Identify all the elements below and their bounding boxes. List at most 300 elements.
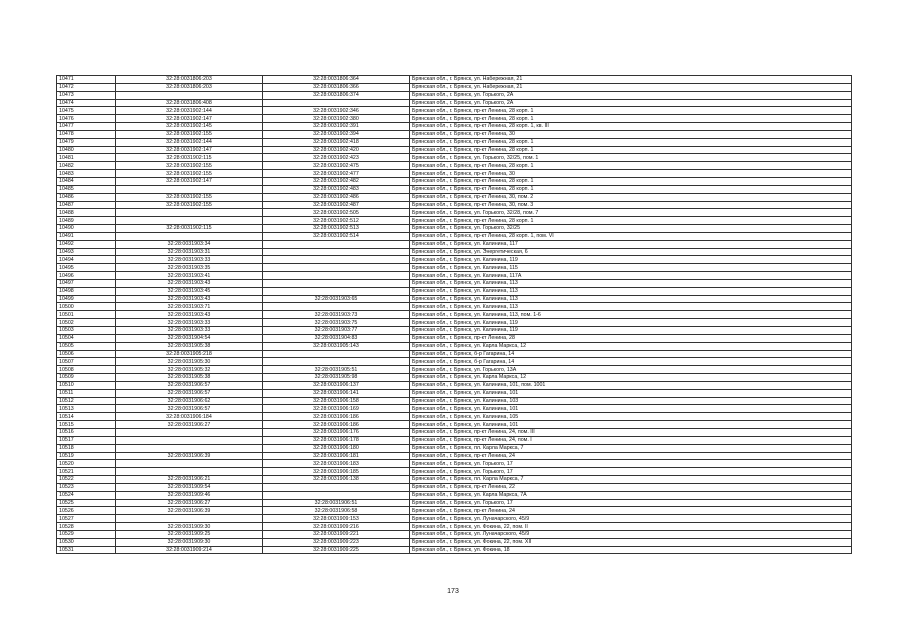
parcel-cadastral-number-cell: 32:28:0031906:57 — [116, 405, 263, 413]
parcel-cadastral-number-cell: 32:28:0031906:27 — [116, 499, 263, 507]
row-number-cell: 10475 — [57, 107, 116, 115]
object-cadastral-number-cell: 32:28:0031909:221 — [263, 530, 410, 538]
row-number-cell: 10484 — [57, 177, 116, 185]
row-number-cell: 10479 — [57, 138, 116, 146]
address-cell: Брянская обл., г. Брянск, ул. Луначарского, 45/9 — [410, 515, 852, 523]
table-row — [57, 499, 852, 507]
parcel-cadastral-number-cell — [116, 209, 263, 217]
table-row — [57, 99, 852, 107]
row-number-cell: 10522 — [57, 476, 116, 484]
table-row — [57, 319, 852, 327]
row-number-cell: 10497 — [57, 279, 116, 287]
address-cell: Брянская обл., г. Брянск, пр-кт Ленина, 24, пом. I — [410, 436, 852, 444]
table-row — [57, 162, 852, 170]
table-row — [57, 366, 852, 374]
row-number-cell: 10490 — [57, 225, 116, 233]
table-row — [57, 217, 852, 225]
parcel-cadastral-number-cell: 32:28:0031806:203 — [116, 76, 263, 84]
object-cadastral-number-cell: 32:28:0031902:487 — [263, 201, 410, 209]
parcel-cadastral-number-cell — [116, 444, 263, 452]
table-row — [57, 523, 852, 531]
address-cell: Брянская обл., г. Брянск, ул. Горького, 17 — [410, 468, 852, 476]
object-cadastral-number-cell: 32:28:0031806:366 — [263, 83, 410, 91]
object-cadastral-number-cell: 32:28:0031903:73 — [263, 311, 410, 319]
registry-table-body — [57, 76, 852, 554]
parcel-cadastral-number-cell: 32:28:0031902:145 — [116, 123, 263, 131]
object-cadastral-number-cell — [263, 303, 410, 311]
row-number-cell: 10500 — [57, 303, 116, 311]
parcel-cadastral-number-cell: 32:28:0031909:214 — [116, 546, 263, 554]
parcel-cadastral-number-cell: 32:28:0031903:43 — [116, 295, 263, 303]
parcel-cadastral-number-cell: 32:28:0031902:147 — [116, 146, 263, 154]
parcel-cadastral-number-cell: 32:28:0031906:184 — [116, 413, 263, 421]
parcel-cadastral-number-cell: 32:28:0031906:39 — [116, 452, 263, 460]
object-cadastral-number-cell: 32:28:0031902:418 — [263, 138, 410, 146]
parcel-cadastral-number-cell: 32:28:0031905:218 — [116, 350, 263, 358]
table-row — [57, 538, 852, 546]
table-row — [57, 193, 852, 201]
table-row — [57, 279, 852, 287]
object-cadastral-number-cell: 32:28:0031906:180 — [263, 444, 410, 452]
object-cadastral-number-cell: 32:28:0031806:364 — [263, 76, 410, 84]
table-row — [57, 170, 852, 178]
address-cell: Брянская обл., г. Брянск, б-р Гагарина, 14 — [410, 350, 852, 358]
row-number-cell: 10528 — [57, 523, 116, 531]
table-row — [57, 342, 852, 350]
address-cell: Брянская обл., г. Брянск, ул. Карла Маркса, 12 — [410, 374, 852, 382]
address-cell: Брянская обл., г. Брянск, пр-кт Ленина, 28 корп. 1 — [410, 107, 852, 115]
parcel-cadastral-number-cell: 32:28:0031904:54 — [116, 334, 263, 342]
object-cadastral-number-cell — [263, 248, 410, 256]
table-row — [57, 232, 852, 240]
registry-table — [56, 75, 852, 554]
object-cadastral-number-cell: 32:28:0031902:486 — [263, 193, 410, 201]
row-number-cell: 10527 — [57, 515, 116, 523]
row-number-cell: 10472 — [57, 83, 116, 91]
row-number-cell: 10513 — [57, 405, 116, 413]
address-cell: Брянская обл., г. Брянск, ул. Фокина, 18 — [410, 546, 852, 554]
object-cadastral-number-cell: 32:28:0031902:346 — [263, 107, 410, 115]
table-row — [57, 405, 852, 413]
object-cadastral-number-cell: 32:28:0031903:65 — [263, 295, 410, 303]
object-cadastral-number-cell: 32:28:0031902:512 — [263, 217, 410, 225]
parcel-cadastral-number-cell: 32:28:0031903:41 — [116, 272, 263, 280]
object-cadastral-number-cell — [263, 272, 410, 280]
parcel-cadastral-number-cell: 32:28:0031903:34 — [116, 240, 263, 248]
object-cadastral-number-cell — [263, 287, 410, 295]
parcel-cadastral-number-cell: 32:28:0031902:144 — [116, 107, 263, 115]
row-number-cell: 10495 — [57, 264, 116, 272]
parcel-cadastral-number-cell: 32:28:0031905:38 — [116, 342, 263, 350]
address-cell: Брянская обл., г. Брянск, пр-кт Ленина, 30 — [410, 130, 852, 138]
address-cell: Брянская обл., г. Брянск, пр-кт Ленина, 24, пом. III — [410, 428, 852, 436]
row-number-cell: 10515 — [57, 421, 116, 429]
parcel-cadastral-number-cell: 32:28:0031902:155 — [116, 193, 263, 201]
parcel-cadastral-number-cell: 32:28:0031902:155 — [116, 201, 263, 209]
address-cell: Брянская обл., г. Брянск, ул. Калинина, 101 — [410, 389, 852, 397]
row-number-cell: 10518 — [57, 444, 116, 452]
object-cadastral-number-cell: 32:28:0031903:75 — [263, 319, 410, 327]
address-cell: Брянская обл., г. Брянск, пр-кт Ленина, 28 корп. 1 — [410, 217, 852, 225]
table-row — [57, 483, 852, 491]
address-cell: Брянская обл., г. Брянск, пр-кт Ленина, 28 корп. 1, пом. VI — [410, 232, 852, 240]
table-row — [57, 428, 852, 436]
address-cell: Брянская обл., г. Брянск, ул. Калинина, 119 — [410, 327, 852, 335]
object-cadastral-number-cell: 32:28:0031902:391 — [263, 123, 410, 131]
parcel-cadastral-number-cell: 32:28:0031903:43 — [116, 279, 263, 287]
address-cell: Брянская обл., г. Брянск, ул. Набережная, 21 — [410, 76, 852, 84]
table-row — [57, 476, 852, 484]
address-cell: Брянская обл., г. Брянск, ул. Набережная, 21 — [410, 83, 852, 91]
address-cell: Брянская обл., г. Брянск, б-р Гагарина, 14 — [410, 358, 852, 366]
row-number-cell: 10485 — [57, 185, 116, 193]
row-number-cell: 10531 — [57, 546, 116, 554]
object-cadastral-number-cell: 32:28:0031909:225 — [263, 546, 410, 554]
table-row — [57, 530, 852, 538]
table-row — [57, 452, 852, 460]
row-number-cell: 10519 — [57, 452, 116, 460]
address-cell: Брянская обл., г. Брянск, ул. Луначарского, 45/9 — [410, 530, 852, 538]
parcel-cadastral-number-cell: 32:28:0031903:43 — [116, 311, 263, 319]
address-cell: Брянская обл., г. Брянск, пр-кт Ленина, 30 — [410, 170, 852, 178]
row-number-cell: 10482 — [57, 162, 116, 170]
object-cadastral-number-cell: 32:28:0031806:374 — [263, 91, 410, 99]
parcel-cadastral-number-cell: 32:28:0031902:155 — [116, 130, 263, 138]
row-number-cell: 10499 — [57, 295, 116, 303]
table-row — [57, 264, 852, 272]
parcel-cadastral-number-cell: 32:28:0031902:147 — [116, 177, 263, 185]
row-number-cell: 10501 — [57, 311, 116, 319]
table-row — [57, 123, 852, 131]
object-cadastral-number-cell: 32:28:0031906:181 — [263, 452, 410, 460]
address-cell: Брянская обл., г. Брянск, пр-кт Ленина, 24 — [410, 507, 852, 515]
object-cadastral-number-cell: 32:28:0031906:169 — [263, 405, 410, 413]
address-cell: Брянская обл., г. Брянск, ул. Калинина, 113 — [410, 287, 852, 295]
table-row — [57, 515, 852, 523]
row-number-cell: 10489 — [57, 217, 116, 225]
row-number-cell: 10510 — [57, 381, 116, 389]
address-cell: Брянская обл., г. Брянск, ул. Горького, 32/28, пом. 7 — [410, 209, 852, 217]
object-cadastral-number-cell: 32:28:0031902:513 — [263, 225, 410, 233]
address-cell: Брянская обл., г. Брянск, ул. Калинина, 113, пом. 1-6 — [410, 311, 852, 319]
parcel-cadastral-number-cell: 32:28:0031806:203 — [116, 83, 263, 91]
parcel-cadastral-number-cell: 32:28:0031909:30 — [116, 538, 263, 546]
row-number-cell: 10476 — [57, 115, 116, 123]
parcel-cadastral-number-cell — [116, 515, 263, 523]
object-cadastral-number-cell — [263, 358, 410, 366]
object-cadastral-number-cell: 32:28:0031902:380 — [263, 115, 410, 123]
parcel-cadastral-number-cell: 32:28:0031902:155 — [116, 162, 263, 170]
address-cell: Брянская обл., г. Брянск, пр-кт Ленина, 28 корп. 1 — [410, 162, 852, 170]
row-number-cell: 10486 — [57, 193, 116, 201]
table-row — [57, 311, 852, 319]
parcel-cadastral-number-cell: 32:28:0031909:54 — [116, 483, 263, 491]
address-cell: Брянская обл., г. Брянск, пр-кт Ленина, 28 — [410, 334, 852, 342]
address-cell: Брянская обл., г. Брянск, ул. Фокина, 22, пом. II — [410, 523, 852, 531]
parcel-cadastral-number-cell: 32:28:0031905:32 — [116, 366, 263, 374]
parcel-cadastral-number-cell — [116, 460, 263, 468]
row-number-cell: 10471 — [57, 76, 116, 84]
row-number-cell: 10504 — [57, 334, 116, 342]
object-cadastral-number-cell — [263, 483, 410, 491]
parcel-cadastral-number-cell: 32:28:0031903:31 — [116, 248, 263, 256]
parcel-cadastral-number-cell: 32:28:0031903:71 — [116, 303, 263, 311]
address-cell: Брянская обл., г. Брянск, пл. Карла Маркса, 7 — [410, 476, 852, 484]
parcel-cadastral-number-cell: 32:28:0031909:25 — [116, 530, 263, 538]
address-cell: Брянская обл., г. Брянск, пр-кт Ленина, 24 — [410, 452, 852, 460]
object-cadastral-number-cell: 32:28:0031905:143 — [263, 342, 410, 350]
parcel-cadastral-number-cell: 32:28:0031902:115 — [116, 225, 263, 233]
address-cell: Брянская обл., г. Брянск, ул. Калинина, 103 — [410, 397, 852, 405]
object-cadastral-number-cell: 32:28:0031902:420 — [263, 146, 410, 154]
parcel-cadastral-number-cell: 32:28:0031903:33 — [116, 256, 263, 264]
parcel-cadastral-number-cell: 32:28:0031905:38 — [116, 374, 263, 382]
table-row — [57, 225, 852, 233]
table-row — [57, 327, 852, 335]
row-number-cell: 10516 — [57, 428, 116, 436]
object-cadastral-number-cell: 32:28:0031906:183 — [263, 460, 410, 468]
address-cell: Брянская обл., г. Брянск, пр-кт Ленина, 28 корп. 1 — [410, 115, 852, 123]
object-cadastral-number-cell: 32:28:0031906:141 — [263, 389, 410, 397]
address-cell: Брянская обл., г. Брянск, ул. Калинина, 101 — [410, 405, 852, 413]
table-row — [57, 154, 852, 162]
row-number-cell: 10530 — [57, 538, 116, 546]
row-number-cell: 10512 — [57, 397, 116, 405]
object-cadastral-number-cell: 32:28:0031906:185 — [263, 468, 410, 476]
table-row — [57, 185, 852, 193]
table-row — [57, 83, 852, 91]
address-cell: Брянская обл., г. Брянск, ул. Калинина, 117 — [410, 240, 852, 248]
object-cadastral-number-cell: 32:28:0031902:514 — [263, 232, 410, 240]
table-row — [57, 491, 852, 499]
object-cadastral-number-cell: 32:28:0031906:186 — [263, 421, 410, 429]
address-cell: Брянская обл., г. Брянск, пл. Карла Маркса, 7 — [410, 444, 852, 452]
table-row — [57, 248, 852, 256]
address-cell: Брянская обл., г. Брянск, ул. Горького, 17 — [410, 499, 852, 507]
address-cell: Брянская обл., г. Брянск, ул. Калинина, 101 — [410, 421, 852, 429]
address-cell: Брянская обл., г. Брянск, ул. Карла Маркса, 7А — [410, 491, 852, 499]
table-row — [57, 389, 852, 397]
address-cell: Брянская обл., г. Брянск, ул. Фокина, 22, пом. XII — [410, 538, 852, 546]
parcel-cadastral-number-cell: 32:28:0031909:46 — [116, 491, 263, 499]
row-number-cell: 10494 — [57, 256, 116, 264]
table-row — [57, 91, 852, 99]
row-number-cell: 10473 — [57, 91, 116, 99]
object-cadastral-number-cell: 32:28:0031906:178 — [263, 436, 410, 444]
table-row — [57, 413, 852, 421]
address-cell: Брянская обл., г. Брянск, пр-кт Ленина, 28 корп. 1 — [410, 177, 852, 185]
object-cadastral-number-cell: 32:28:0031902:394 — [263, 130, 410, 138]
table-row — [57, 138, 852, 146]
table-row — [57, 272, 852, 280]
parcel-cadastral-number-cell: 32:28:0031806:408 — [116, 99, 263, 107]
address-cell: Брянская обл., г. Брянск, ул. Энергетическая, 6 — [410, 248, 852, 256]
address-cell: Брянская обл., г. Брянск, ул. Горького, 2А — [410, 99, 852, 107]
address-cell: Брянская обл., г. Брянск, пр-кт Ленина, 28 корп. 1 — [410, 146, 852, 154]
object-cadastral-number-cell: 32:28:0031902:475 — [263, 162, 410, 170]
address-cell: Брянская обл., г. Брянск, ул. Калинина, 101, пом. 1001 — [410, 381, 852, 389]
address-cell: Брянская обл., г. Брянск, ул. Калинина, 113 — [410, 279, 852, 287]
row-number-cell: 10496 — [57, 272, 116, 280]
parcel-cadastral-number-cell: 32:28:0031903:33 — [116, 319, 263, 327]
object-cadastral-number-cell: 32:28:0031902:505 — [263, 209, 410, 217]
object-cadastral-number-cell: 32:28:0031904:83 — [263, 334, 410, 342]
address-cell: Брянская обл., г. Брянск, ул. Горького, 32/25, пом. 1 — [410, 154, 852, 162]
row-number-cell: 10488 — [57, 209, 116, 217]
parcel-cadastral-number-cell: 32:28:0031906:39 — [116, 507, 263, 515]
object-cadastral-number-cell — [263, 279, 410, 287]
row-number-cell: 10474 — [57, 99, 116, 107]
object-cadastral-number-cell: 32:28:0031902:483 — [263, 185, 410, 193]
table-row — [57, 240, 852, 248]
address-cell: Брянская обл., г. Брянск, ул. Карла Маркса, 12 — [410, 342, 852, 350]
address-cell: Брянская обл., г. Брянск, пр-кт Ленина, 30, пом. 2 — [410, 193, 852, 201]
address-cell: Брянская обл., г. Брянск, ул. Калинина, 119 — [410, 256, 852, 264]
row-number-cell: 10520 — [57, 460, 116, 468]
object-cadastral-number-cell: 32:28:0031902:482 — [263, 177, 410, 185]
row-number-cell: 10517 — [57, 436, 116, 444]
table-row — [57, 374, 852, 382]
parcel-cadastral-number-cell: 32:28:0031902:155 — [116, 170, 263, 178]
object-cadastral-number-cell: 32:28:0031906:58 — [263, 507, 410, 515]
page-number: 173 — [447, 588, 459, 595]
object-cadastral-number-cell: 32:28:0031906:137 — [263, 381, 410, 389]
row-number-cell: 10523 — [57, 483, 116, 491]
row-number-cell: 10505 — [57, 342, 116, 350]
address-cell: Брянская обл., г. Брянск, ул. Калинина, 113 — [410, 295, 852, 303]
parcel-cadastral-number-cell — [116, 91, 263, 99]
table-row — [57, 444, 852, 452]
table-row — [57, 115, 852, 123]
row-number-cell: 10493 — [57, 248, 116, 256]
object-cadastral-number-cell: 32:28:0031902:423 — [263, 154, 410, 162]
row-number-cell: 10524 — [57, 491, 116, 499]
parcel-cadastral-number-cell — [116, 185, 263, 193]
row-number-cell: 10483 — [57, 170, 116, 178]
table-row — [57, 381, 852, 389]
row-number-cell: 10521 — [57, 468, 116, 476]
table-row — [57, 146, 852, 154]
address-cell: Брянская обл., г. Брянск, ул. Горького, 32/25 — [410, 225, 852, 233]
row-number-cell: 10503 — [57, 327, 116, 335]
object-cadastral-number-cell: 32:28:0031906:158 — [263, 397, 410, 405]
table-row — [57, 358, 852, 366]
table-row — [57, 421, 852, 429]
table-row — [57, 201, 852, 209]
table-row — [57, 436, 852, 444]
table-row — [57, 397, 852, 405]
table-row — [57, 334, 852, 342]
object-cadastral-number-cell — [263, 256, 410, 264]
object-cadastral-number-cell: 32:28:0031909:216 — [263, 523, 410, 531]
row-number-cell: 10502 — [57, 319, 116, 327]
address-cell: Брянская обл., г. Брянск, ул. Горького, 17 — [410, 460, 852, 468]
object-cadastral-number-cell: 32:28:0031905:98 — [263, 374, 410, 382]
row-number-cell: 10492 — [57, 240, 116, 248]
object-cadastral-number-cell: 32:28:0031909:223 — [263, 538, 410, 546]
object-cadastral-number-cell: 32:28:0031906:176 — [263, 428, 410, 436]
row-number-cell: 10514 — [57, 413, 116, 421]
parcel-cadastral-number-cell: 32:28:0031902:144 — [116, 138, 263, 146]
row-number-cell: 10478 — [57, 130, 116, 138]
table-row — [57, 130, 852, 138]
table-row — [57, 468, 852, 476]
table-row — [57, 295, 852, 303]
parcel-cadastral-number-cell — [116, 436, 263, 444]
row-number-cell: 10525 — [57, 499, 116, 507]
parcel-cadastral-number-cell: 32:28:0031903:33 — [116, 327, 263, 335]
parcel-cadastral-number-cell: 32:28:0031906:27 — [116, 421, 263, 429]
row-number-cell: 10509 — [57, 374, 116, 382]
address-cell: Брянская обл., г. Брянск, ул. Калинина, 117А — [410, 272, 852, 280]
row-number-cell: 10498 — [57, 287, 116, 295]
table-row — [57, 287, 852, 295]
object-cadastral-number-cell — [263, 350, 410, 358]
row-number-cell: 10477 — [57, 123, 116, 131]
object-cadastral-number-cell: 32:28:0031906:138 — [263, 476, 410, 484]
parcel-cadastral-number-cell: 32:28:0031902:115 — [116, 154, 263, 162]
table-row — [57, 507, 852, 515]
object-cadastral-number-cell: 32:28:0031909:153 — [263, 515, 410, 523]
parcel-cadastral-number-cell: 32:28:0031909:30 — [116, 523, 263, 531]
row-number-cell: 10507 — [57, 358, 116, 366]
row-number-cell: 10491 — [57, 232, 116, 240]
parcel-cadastral-number-cell: 32:28:0031906:21 — [116, 476, 263, 484]
table-row — [57, 256, 852, 264]
parcel-cadastral-number-cell — [116, 217, 263, 225]
object-cadastral-number-cell: 32:28:0031903:77 — [263, 327, 410, 335]
row-number-cell: 10506 — [57, 350, 116, 358]
object-cadastral-number-cell — [263, 99, 410, 107]
address-cell: Брянская обл., г. Брянск, ул. Горького, 13А — [410, 366, 852, 374]
address-cell: Брянская обл., г. Брянск, пр-кт Ленина, 28 корп. 1, кв. III — [410, 123, 852, 131]
object-cadastral-number-cell — [263, 491, 410, 499]
parcel-cadastral-number-cell: 32:28:0031903:45 — [116, 287, 263, 295]
address-cell: Брянская обл., г. Брянск, пр-кт Ленина, 22 — [410, 483, 852, 491]
table-row — [57, 76, 852, 84]
parcel-cadastral-number-cell — [116, 428, 263, 436]
object-cadastral-number-cell: 32:28:0031902:477 — [263, 170, 410, 178]
address-cell: Брянская обл., г. Брянск, пр-кт Ленина, 30, пом. 3 — [410, 201, 852, 209]
table-row — [57, 209, 852, 217]
parcel-cadastral-number-cell — [116, 232, 263, 240]
table-row — [57, 107, 852, 115]
row-number-cell: 10480 — [57, 146, 116, 154]
parcel-cadastral-number-cell: 32:28:0031905:30 — [116, 358, 263, 366]
row-number-cell: 10487 — [57, 201, 116, 209]
object-cadastral-number-cell: 32:28:0031906:186 — [263, 413, 410, 421]
table-row — [57, 177, 852, 185]
table-row — [57, 350, 852, 358]
object-cadastral-number-cell: 32:28:0031905:51 — [263, 366, 410, 374]
address-cell: Брянская обл., г. Брянск, ул. Горького, 2А — [410, 91, 852, 99]
row-number-cell: 10481 — [57, 154, 116, 162]
parcel-cadastral-number-cell — [116, 468, 263, 476]
address-cell: Брянская обл., г. Брянск, ул. Калинина, 113 — [410, 303, 852, 311]
table-row — [57, 460, 852, 468]
address-cell: Брянская обл., г. Брянск, ул. Калинина, 105 — [410, 413, 852, 421]
parcel-cadastral-number-cell: 32:28:0031906:57 — [116, 381, 263, 389]
parcel-cadastral-number-cell: 32:28:0031906:62 — [116, 397, 263, 405]
parcel-cadastral-number-cell: 32:28:0031906:57 — [116, 389, 263, 397]
parcel-cadastral-number-cell: 32:28:0031902:147 — [116, 115, 263, 123]
object-cadastral-number-cell — [263, 240, 410, 248]
table-row — [57, 546, 852, 554]
row-number-cell: 10526 — [57, 507, 116, 515]
parcel-cadastral-number-cell: 32:28:0031903:35 — [116, 264, 263, 272]
object-cadastral-number-cell: 32:28:0031906:51 — [263, 499, 410, 507]
row-number-cell: 10511 — [57, 389, 116, 397]
